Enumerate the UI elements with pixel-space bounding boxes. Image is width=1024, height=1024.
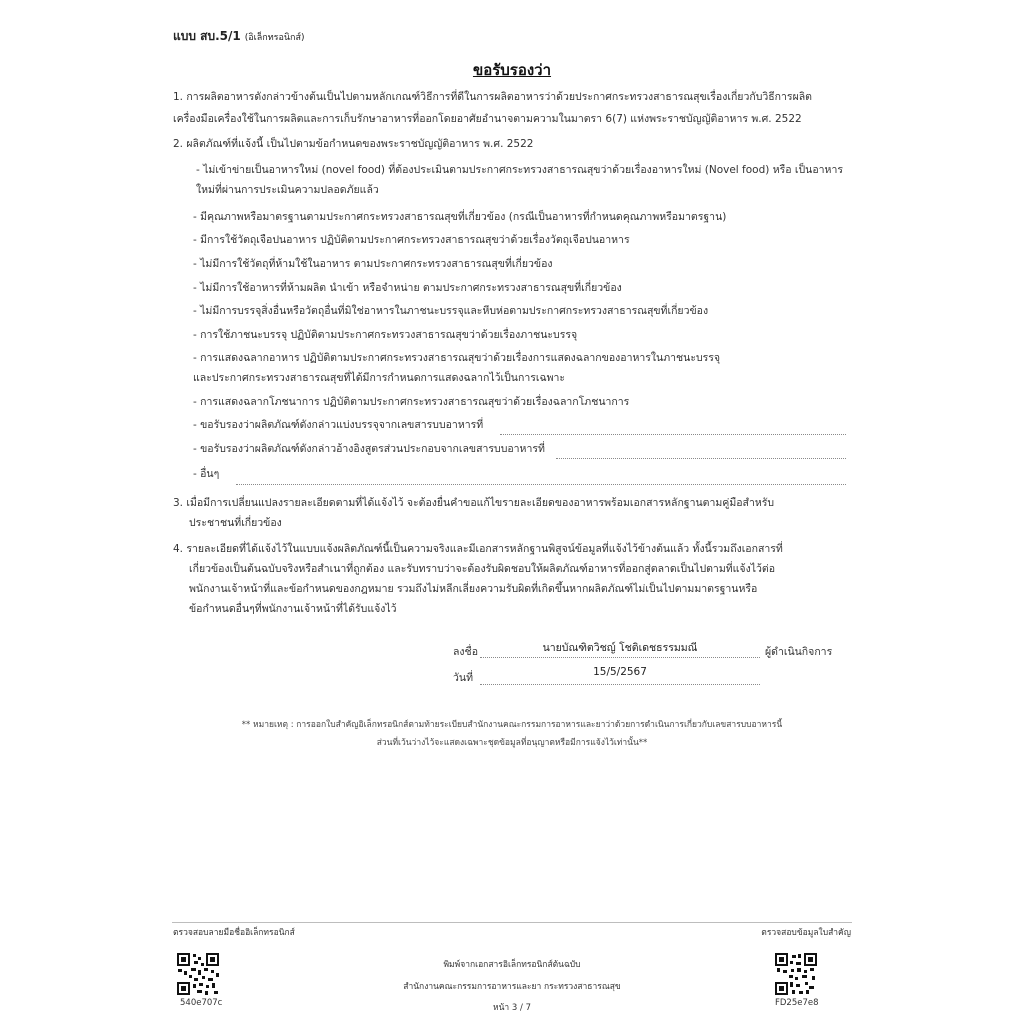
clause-3-line-2: ประชาชนที่เกี่ยวข้อง (189, 517, 282, 529)
clause-2-item: - อื่นๆ (193, 468, 220, 480)
sign-label: ลงชื่อ (453, 646, 478, 658)
page-number: หน้า 3 / 7 (493, 1003, 531, 1013)
fill-in-line (556, 458, 846, 459)
date-label: วันที่ (453, 672, 473, 684)
clause-2-item: - ไม่เข้าข่ายเป็นอาหารใหม่ (novel food) ที่ต้องประเมินตามประกาศกระทรวงสาธารณสุขว่าด้วยเรื่องอาหารใหม่ (Novel food) หรือ เป็นอาหาร (196, 164, 843, 176)
clause-4-line-3: พนักงานเจ้าหน้าที่และข้อกำหนดของกฎหมาย รวมถึงไม่หลีกเลี่ยงความรับผิดที่เกิดขึ้นหากผลิตภัณฑ์ไม่เป็นไปตามมาตรฐานหรือ (189, 583, 758, 595)
form-code-sub: (อิเล็กทรอนิกส์) (244, 33, 305, 43)
signer-name: นายบัณฑิตวิชญ์ โชติเดชธรรมมณี (480, 639, 760, 658)
clause-2-item: - ขอรับรองว่าผลิตภัณฑ์ดังกล่าวอ้างอิงสูตรส่วนประกอบจากเลขสารบบอาหารที่ (193, 443, 545, 455)
clause-4-line-1: 4. รายละเอียดที่ได้แจ้งไว้ในแบบแจ้งผลิตภัณฑ์นี้เป็นความจริงและมีเอกสารหลักฐานพิสูจน์ข้อมูลที่แจ้งไว้ข้างต้นแล้ว ทั้งนี้รวมถึงเอกสารที่ (173, 543, 783, 555)
footer-agency: สำนักงานคณะกรรมการอาหารและยา กระทรวงสาธารณสุข (403, 982, 621, 992)
clause-4-line-2: เกี่ยวข้องเป็นต้นฉบับจริงหรือสำเนาที่ถูกต้อง และรับทราบว่าจะต้องรับผิดชอบให้ผลิตภัณฑ์อาหารที่ออกสู่ตลาดเป็นไปตามที่แจ้งไว้ต่อ (189, 563, 776, 575)
qr-code-icon[interactable] (176, 952, 220, 996)
remark-line-1: ** หมายเหตุ : การออกใบสำคัญอิเล็กทรอนิกส์ตามท้ายระเบียบสำนักงานคณะกรรมการอาหารและยาว่าด้วยการดำเนินการเกี่ยวกับเลขสารบบอาหารนี้ (241, 720, 783, 730)
verify-signature-label: ตรวจสอบลายมือชื่ออิเล็กทรอนิกส์ (173, 928, 295, 938)
clause-2-item: - มีการใช้วัตถุเจือปนอาหาร ปฏิบัติตามประกาศกระทรวงสาธารณสุขว่าด้วยเรื่องวัตถุเจือปนอาหาร (193, 234, 630, 246)
clause-2-item: - ไม่มีการบรรจุสิ่งอื่นหรือวัตถุอื่นที่มิใช่อาหารในภาชนะบรรจุและหีบห่อตามประกาศกระทรวงสาธารณสุขที่เกี่ยวข้อง (193, 305, 709, 317)
clause-2-item: ใหม่ที่ผ่านการประเมินความปลอดภัยแล้ว (196, 184, 379, 196)
clause-2-item: - ขอรับรองว่าผลิตภัณฑ์ดังกล่าวแบ่งบรรจุจากเลขสารบบอาหารที่ (193, 419, 484, 431)
left-qr-code-text: 540e707c (180, 998, 223, 1008)
clause-2-item: - การแสดงฉลากโภชนาการ ปฏิบัติตามประกาศกระทรวงสาธารณสุขว่าด้วยเรื่องฉลากโภชนาการ (193, 396, 630, 408)
clause-3-line-1: 3. เมื่อมีการเปลี่ยนแปลงรายละเอียดตามที่ได้แจ้งไว้ จะต้องยื่นคำขอแก้ไขรายละเอียดของอาหารพร้อมเอกสารหลักฐานตามคู่มือสำหรับ (173, 497, 775, 509)
role-label: ผู้ดำเนินกิจการ (765, 646, 833, 658)
footer-divider (172, 922, 852, 923)
clause-1-line-1: 1. การผลิตอาหารดังกล่าวข้างต้นเป็นไปตามหลักเกณฑ์วิธีการที่ดีในการผลิตอาหารว่าด้วยประกาศกระทรวงสาธารณสุขเรื่องเกี่ยวกับวิธีการผลิต (173, 91, 812, 103)
qr-code-icon[interactable] (774, 952, 818, 996)
form-code (173, 27, 304, 46)
clause-2-item: - ไม่มีการใช้อาหารที่ห้ามผลิต นำเข้า หรือจำหน่าย ตามประกาศกระทรวงสาธารณสุขที่เกี่ยวข้อง (193, 282, 622, 294)
clause-2-item: และประกาศกระทรวงสาธารณสุขที่ได้มีการกำหนดการแสดงฉลากไว้เป็นการเฉพาะ (193, 372, 566, 384)
clause-2-line-1: 2. ผลิตภัณฑ์ที่แจ้งนี้ เป็นไปตามข้อกำหนดของพระราชบัญญัติอาหาร พ.ศ. 2522 (173, 138, 534, 150)
verify-certificate-label: ตรวจสอบข้อมูลใบสำคัญ (761, 928, 851, 938)
clause-2-item: - มีคุณภาพหรือมาตรฐานตามประกาศกระทรวงสาธารณสุขที่เกี่ยวข้อง (กรณีเป็นอาหารที่กำหนดคุณภาพหรือมาตรฐาน) (193, 211, 727, 223)
clause-2-item: - การใช้ภาชนะบรรจุ ปฏิบัติตามประกาศกระทรวงสาธารณสุขว่าด้วยเรื่องภาชนะบรรจุ (193, 329, 578, 341)
remark-line-2: ส่วนที่เว้นว่างไว้จะแสดงเฉพาะชุดข้อมูลที่อนุญาตหรือมีการแจ้งไว้เท่านั้น** (376, 738, 648, 748)
fill-in-line (500, 434, 846, 435)
clause-2-item: - ไม่มีการใช้วัตถุที่ห้ามใช้ในอาหาร ตามประกาศกระทรวงสาธารณสุขที่เกี่ยวข้อง (193, 258, 553, 270)
right-qr-code-text: FD25e7e8 (775, 998, 819, 1008)
fill-in-line (236, 484, 846, 485)
date-value: 15/5/2567 (480, 666, 760, 685)
footer-print-note: พิมพ์จากเอกสารอิเล็กทรอนิกส์ต้นฉบับ (443, 960, 581, 970)
form-code-text: แบบ สบ.5/1 (173, 29, 241, 43)
clause-2-item: - การแสดงฉลากอาหาร ปฏิบัติตามประกาศกระทรวงสาธารณสุขว่าด้วยเรื่องการแสดงฉลากของอาหารในภาชนะบรรจุ (193, 352, 721, 364)
clause-4-line-4: ข้อกำหนดอื่นๆที่พนักงานเจ้าหน้าที่ได้รับแจ้งไว้ (189, 603, 397, 615)
document-title: ขอรับรองว่า (472, 61, 552, 79)
clause-1-line-2: เครื่องมือเครื่องใช้ในการผลิตและการเก็บรักษาอาหารที่ออกโดยอาศัยอำนาจตามความในมาตรา 6(7) แห่งพระราชบัญญัติอาหาร พ.ศ. 2522 (173, 113, 802, 125)
